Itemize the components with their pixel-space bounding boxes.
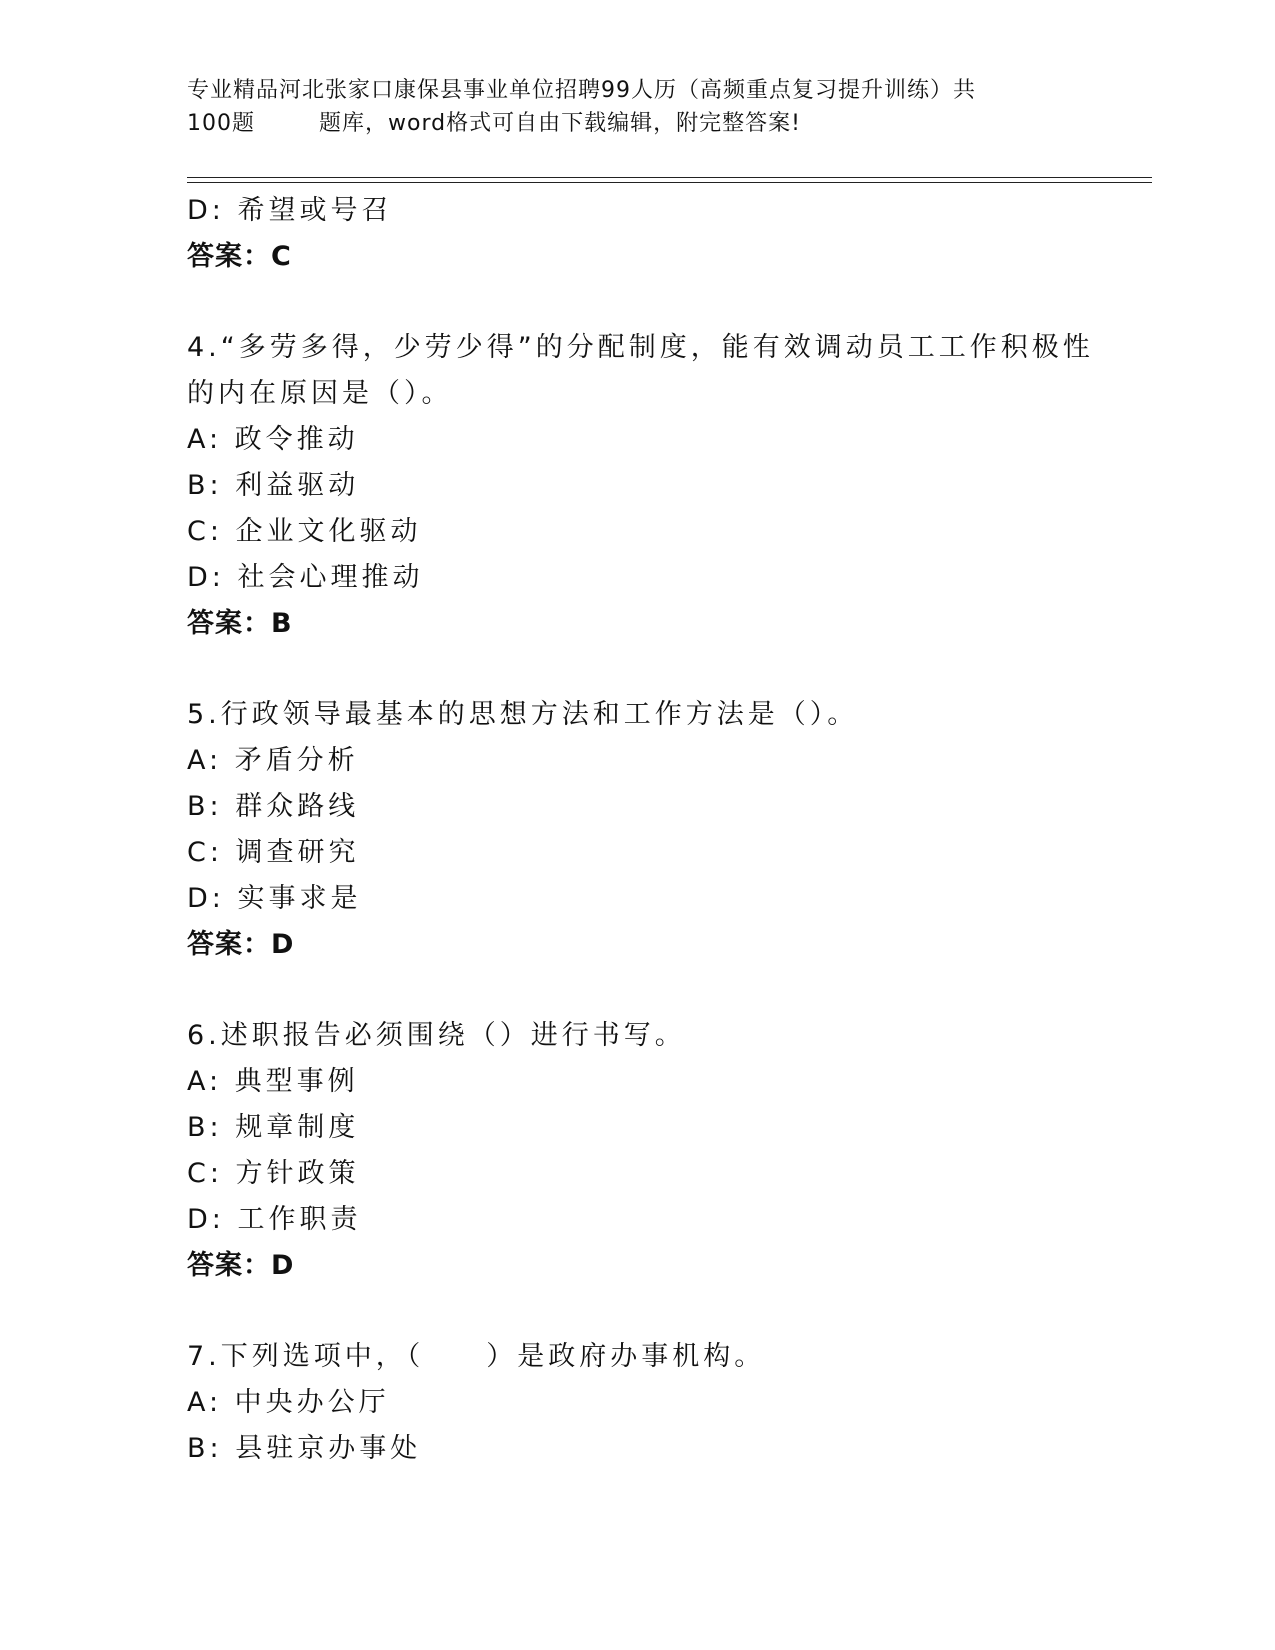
option-d: D: 实事求是 — [187, 883, 362, 914]
option-a: A: 矛盾分析 — [187, 745, 359, 776]
question-4 — [187, 325, 1147, 647]
document-body — [187, 188, 1147, 1472]
header-title-line1: 专业精品河北张家口康保县事业单位招聘99人历（高频重点复习提升训练）共 — [187, 78, 976, 103]
question-6 — [187, 1013, 1147, 1289]
option-a: A: 政令推动 — [187, 424, 359, 455]
header-title-line2 — [187, 107, 1067, 140]
option-b: B: 规章制度 — [187, 1112, 360, 1143]
answer: 答案：D — [187, 1250, 295, 1281]
question-7 — [187, 1334, 1147, 1472]
question-stem-cont: 的内在原因是（）。 — [187, 378, 453, 409]
answer: 答案：B — [187, 608, 293, 639]
question-3-tail — [187, 188, 1147, 280]
option-d: D: 希望或号召 — [187, 195, 393, 226]
option-a: A: 典型事例 — [187, 1066, 359, 1097]
option-c: C: 调查研究 — [187, 837, 360, 868]
question-stem: 7.下列选项中，（ ）是政府办事机构。 — [187, 1341, 766, 1372]
question-stem: 6.述职报告必须围绕（）进行书写。 — [187, 1020, 686, 1051]
option-b: B: 利益驱动 — [187, 470, 360, 501]
question-stem: 4.“多劳多得，少劳少得”的分配制度，能有效调动员工工作积极性 — [187, 332, 1094, 363]
answer: 答案：C — [187, 241, 292, 272]
header-rule-bottom — [187, 182, 1152, 183]
option-c: C: 企业文化驱动 — [187, 516, 422, 547]
answer: 答案：D — [187, 929, 295, 960]
option-d: D: 社会心理推动 — [187, 562, 424, 593]
header-count: 100题 — [187, 111, 255, 136]
option-d: D: 工作职责 — [187, 1204, 362, 1235]
header-rule-top — [187, 177, 1152, 178]
option-b: B: 县驻京办事处 — [187, 1433, 422, 1464]
question-stem: 5.行政领导最基本的思想方法和工作方法是（）。 — [187, 699, 859, 730]
option-b: B: 群众路线 — [187, 791, 360, 822]
option-c: C: 方针政策 — [187, 1158, 360, 1189]
document-header — [187, 74, 1067, 140]
question-5 — [187, 692, 1147, 968]
header-description: 题库，word格式可自由下载编辑，附完整答案! — [319, 111, 801, 136]
option-a: A: 中央办公厅 — [187, 1387, 390, 1418]
